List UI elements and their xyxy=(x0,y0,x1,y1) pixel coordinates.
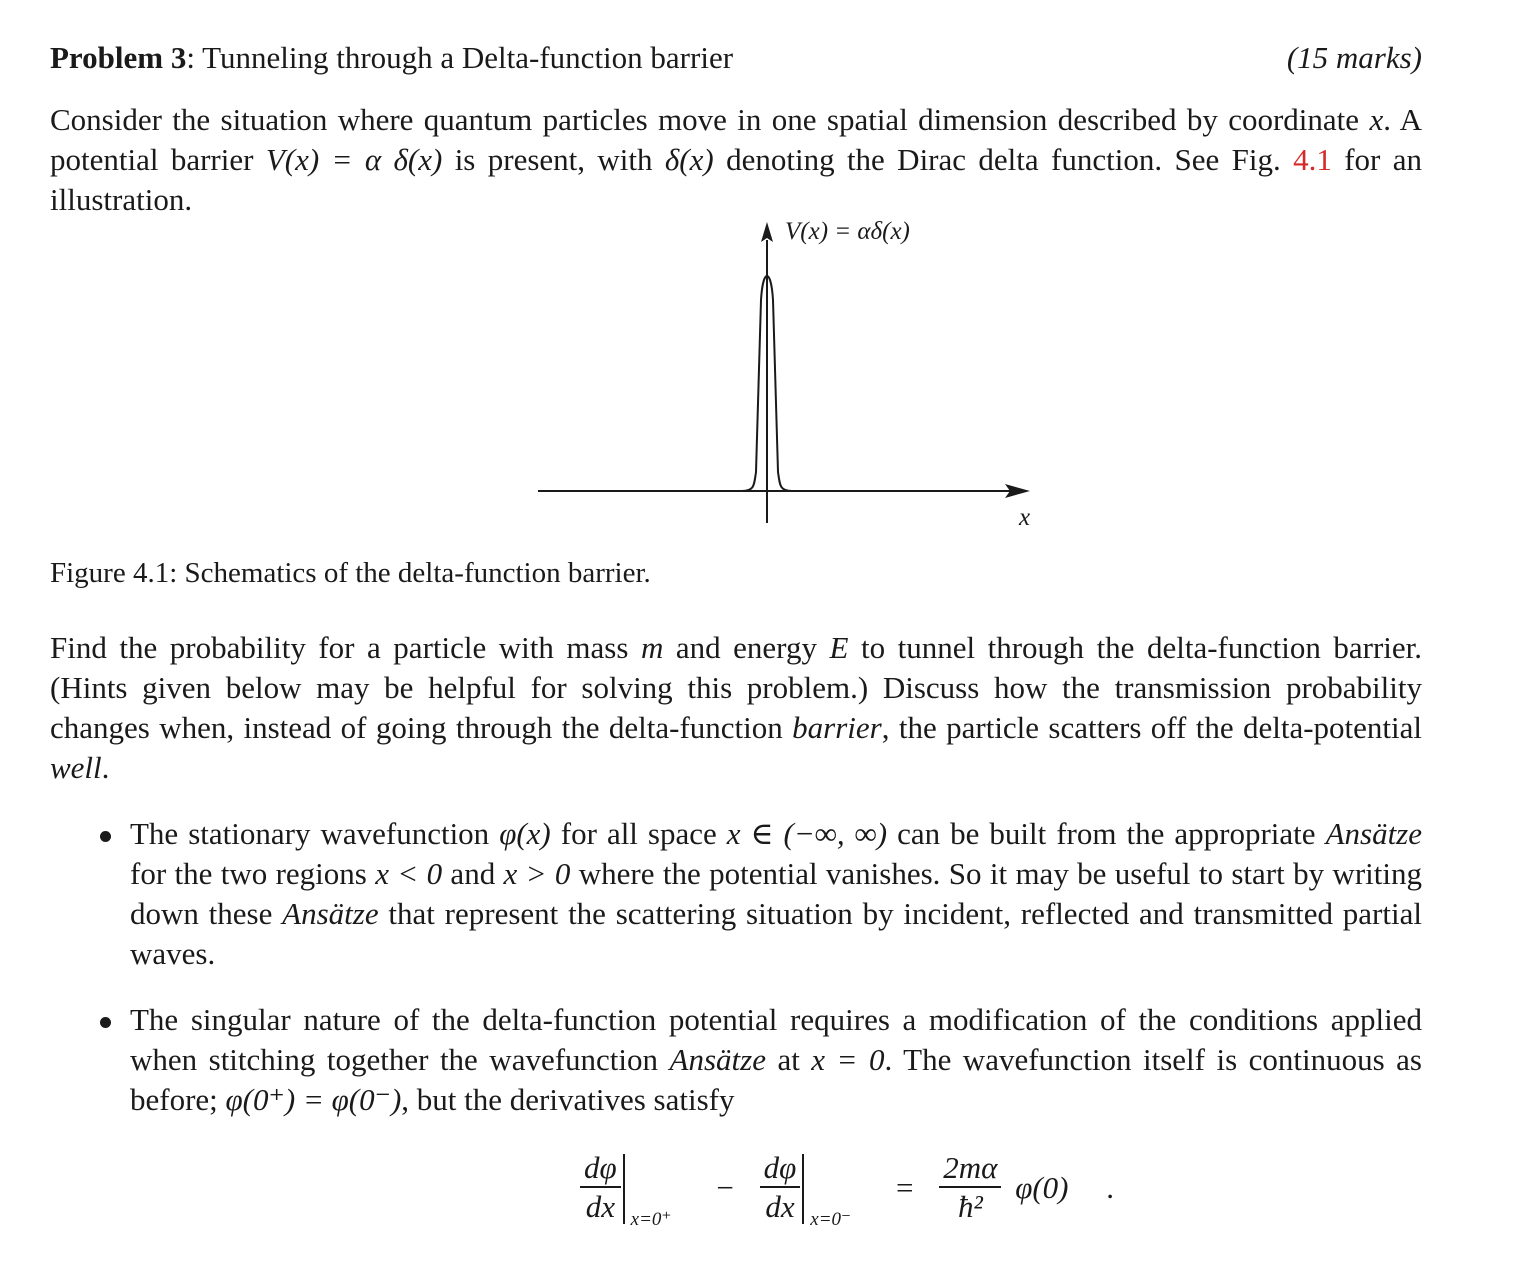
energy-symbol: E xyxy=(829,630,849,665)
rhs-phi: φ(0) xyxy=(1015,1170,1069,1205)
problem-marks: (15 marks) xyxy=(1286,40,1422,75)
mass-symbol: m xyxy=(640,630,664,665)
evaluation-bar-minus: x=0⁻ xyxy=(800,1148,870,1228)
hint-text: The singular nature of the delta-function potential requires a modification of the conditions applied when stitching together the wavefunction Ansätze at x = 0. The wavefunction itself is continuous as before; φ(0⁺) = φ(0⁻), but the derivatives satisfy xyxy=(130,1002,1422,1117)
derivative-fraction-right: $\frac{d\varphi}{dx}$ xyxy=(760,1150,801,1226)
minus-sign: − xyxy=(716,1170,734,1205)
problem-title: : Tunneling through a Delta-function barrier xyxy=(186,40,734,75)
equals-sign: = xyxy=(896,1170,914,1205)
problem-label: Problem 3 xyxy=(50,40,187,75)
v-axis-arrowhead xyxy=(761,222,773,242)
region-left-expression: x < 0 xyxy=(375,856,443,891)
problem-header xyxy=(50,40,1422,86)
derivative-fraction-left: $\frac{d\varphi}{dx}$ xyxy=(580,1150,621,1226)
continuity-expression: φ(0⁺) = φ(0⁻) xyxy=(225,1082,402,1117)
x-axis-label: x xyxy=(1019,504,1031,531)
delta-barrier-figure xyxy=(480,210,1060,540)
well-emphasis: well xyxy=(50,750,102,785)
origin-expression: x = 0 xyxy=(811,1042,885,1077)
wavefunction-expression: φ(x) xyxy=(499,816,551,851)
region-right-expression: x > 0 xyxy=(503,856,571,891)
hint-item xyxy=(50,814,1422,974)
potential-label: V(x) = αδ(x) xyxy=(785,218,910,245)
figure-reference-link[interactable]: 4.1 xyxy=(1293,142,1332,177)
potential-expression: V(x) = α δ(x) xyxy=(265,142,443,177)
derivative-jump-equation xyxy=(580,1148,1114,1248)
hint-item xyxy=(50,1000,1422,1120)
evaluation-bar-plus: x=0⁺ xyxy=(621,1148,691,1228)
barrier-emphasis: barrier xyxy=(792,710,882,745)
delta-expression: δ(x) xyxy=(664,142,714,177)
intro-paragraph: Consider the situation where quantum particles move in one spatial dimension described by coordinate x. A potential barrier V(x) = α δ(x) is present, with δ(x) denoting the Dirac delta function. See Fig. 4.1 for an illustration. xyxy=(50,102,1423,217)
figure-caption: Figure 4.1: Schematics of the delta-function barrier. xyxy=(50,557,651,589)
range-expression: x ∈ (−∞, ∞) xyxy=(726,816,888,851)
question-paragraph: Find the probability for a particle with mass m and energy E to tunnel through the delta-function barrier. (Hints given below may be helpful for solving this problem.) Discuss how the transmission probability changes when, instead of going through the delta-function barrier, the particle scatters off the delta-potential well. xyxy=(50,630,1423,785)
bullet-icon xyxy=(100,831,111,842)
equation-period: . xyxy=(1106,1170,1114,1205)
bullet-icon xyxy=(100,1017,111,1028)
hint-text: The stationary wavefunction φ(x) for all space x ∈ (−∞, ∞) can be built from the appropriate Ansätze for the two regions x < 0 and x > 0 where the potential vanishes. So it may be useful to start by writing down these Ansätze that represent the scattering situation by incident, reflected and transmitted partial waves. xyxy=(130,816,1422,971)
hints-list xyxy=(50,814,1422,1146)
delta-barrier-diagram xyxy=(480,210,1060,540)
rhs-fraction: $\frac{2m\alpha}{\text{ħ²}}$ xyxy=(939,1150,1001,1226)
coordinate-x: x xyxy=(1369,102,1384,137)
